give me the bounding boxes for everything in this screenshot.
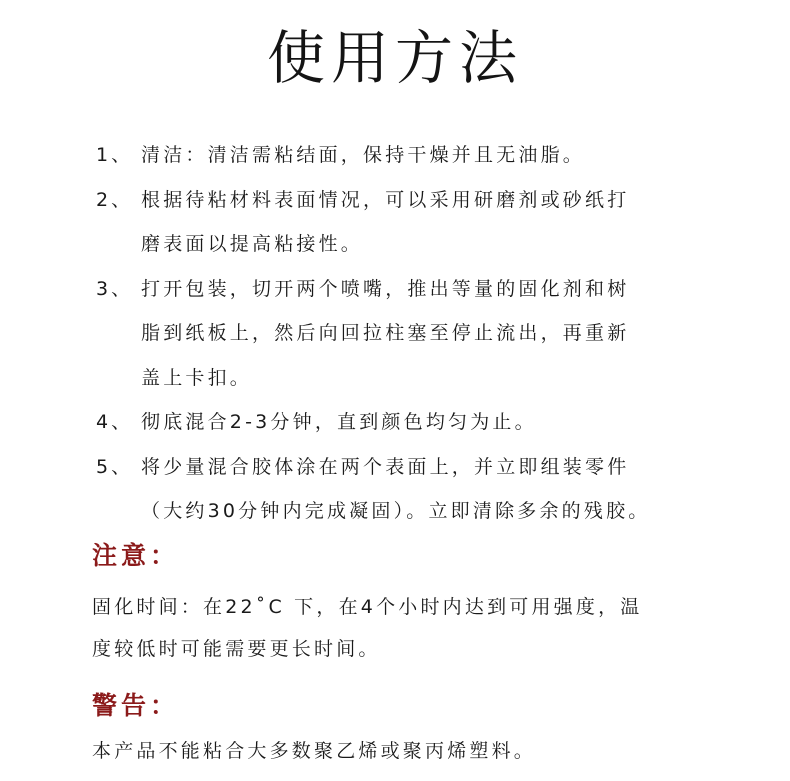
step-line: 脂到纸板上，然后向回拉柱塞至停止流出，再重新 <box>141 322 630 344</box>
step-line: 盖上卡扣。 <box>141 366 253 389</box>
step-number: 3、 <box>96 277 134 300</box>
step-number: 4、 <box>96 411 134 433</box>
step-line: 将少量混合胶体涂在两个表面上，并立即组装零件 <box>141 455 630 478</box>
page-title: 使用方法 <box>266 24 523 92</box>
usage-steps-list <box>0 133 790 534</box>
warning-heading: 警告： <box>92 691 180 720</box>
step-number: 2、 <box>96 188 134 211</box>
step-text <box>141 400 731 445</box>
step-item <box>0 400 790 445</box>
step-text <box>141 133 731 178</box>
notice-line: 固化时间：在22˚C 下，在4个小时内达到可用强度，温 <box>92 596 643 618</box>
step-text <box>141 445 731 534</box>
step-line: 根据待粘材料表面情况，可以采用研磨剂或砂纸打 <box>141 188 630 211</box>
step-line: （大约30分钟内完成凝固）。立即清除多余的残胶。 <box>141 500 651 522</box>
notice-text <box>92 586 732 670</box>
notice-line: 度较低时可能需要更长时间。 <box>92 638 381 660</box>
step-item <box>0 178 790 267</box>
warning-text <box>92 730 732 772</box>
step-number: 1、 <box>96 144 134 166</box>
step-line: 打开包装，切开两个喷嘴，推出等量的固化剂和树 <box>141 277 630 300</box>
step-line: 彻底混合2-3分钟，直到颜色均匀为止。 <box>141 411 537 433</box>
step-item <box>0 133 790 178</box>
step-item <box>0 267 790 401</box>
step-line: 清洁：清洁需粘结面，保持干燥并且无油脂。 <box>141 144 586 166</box>
step-text <box>141 267 731 401</box>
warning-line: 本产品不能粘合大多数聚乙烯或聚丙烯塑料。 <box>92 740 537 762</box>
step-number: 5、 <box>96 455 134 478</box>
step-item <box>0 445 790 534</box>
step-text <box>141 178 731 267</box>
notice-heading: 注意： <box>92 541 180 570</box>
step-line: 磨表面以提高粘接性。 <box>141 233 364 255</box>
